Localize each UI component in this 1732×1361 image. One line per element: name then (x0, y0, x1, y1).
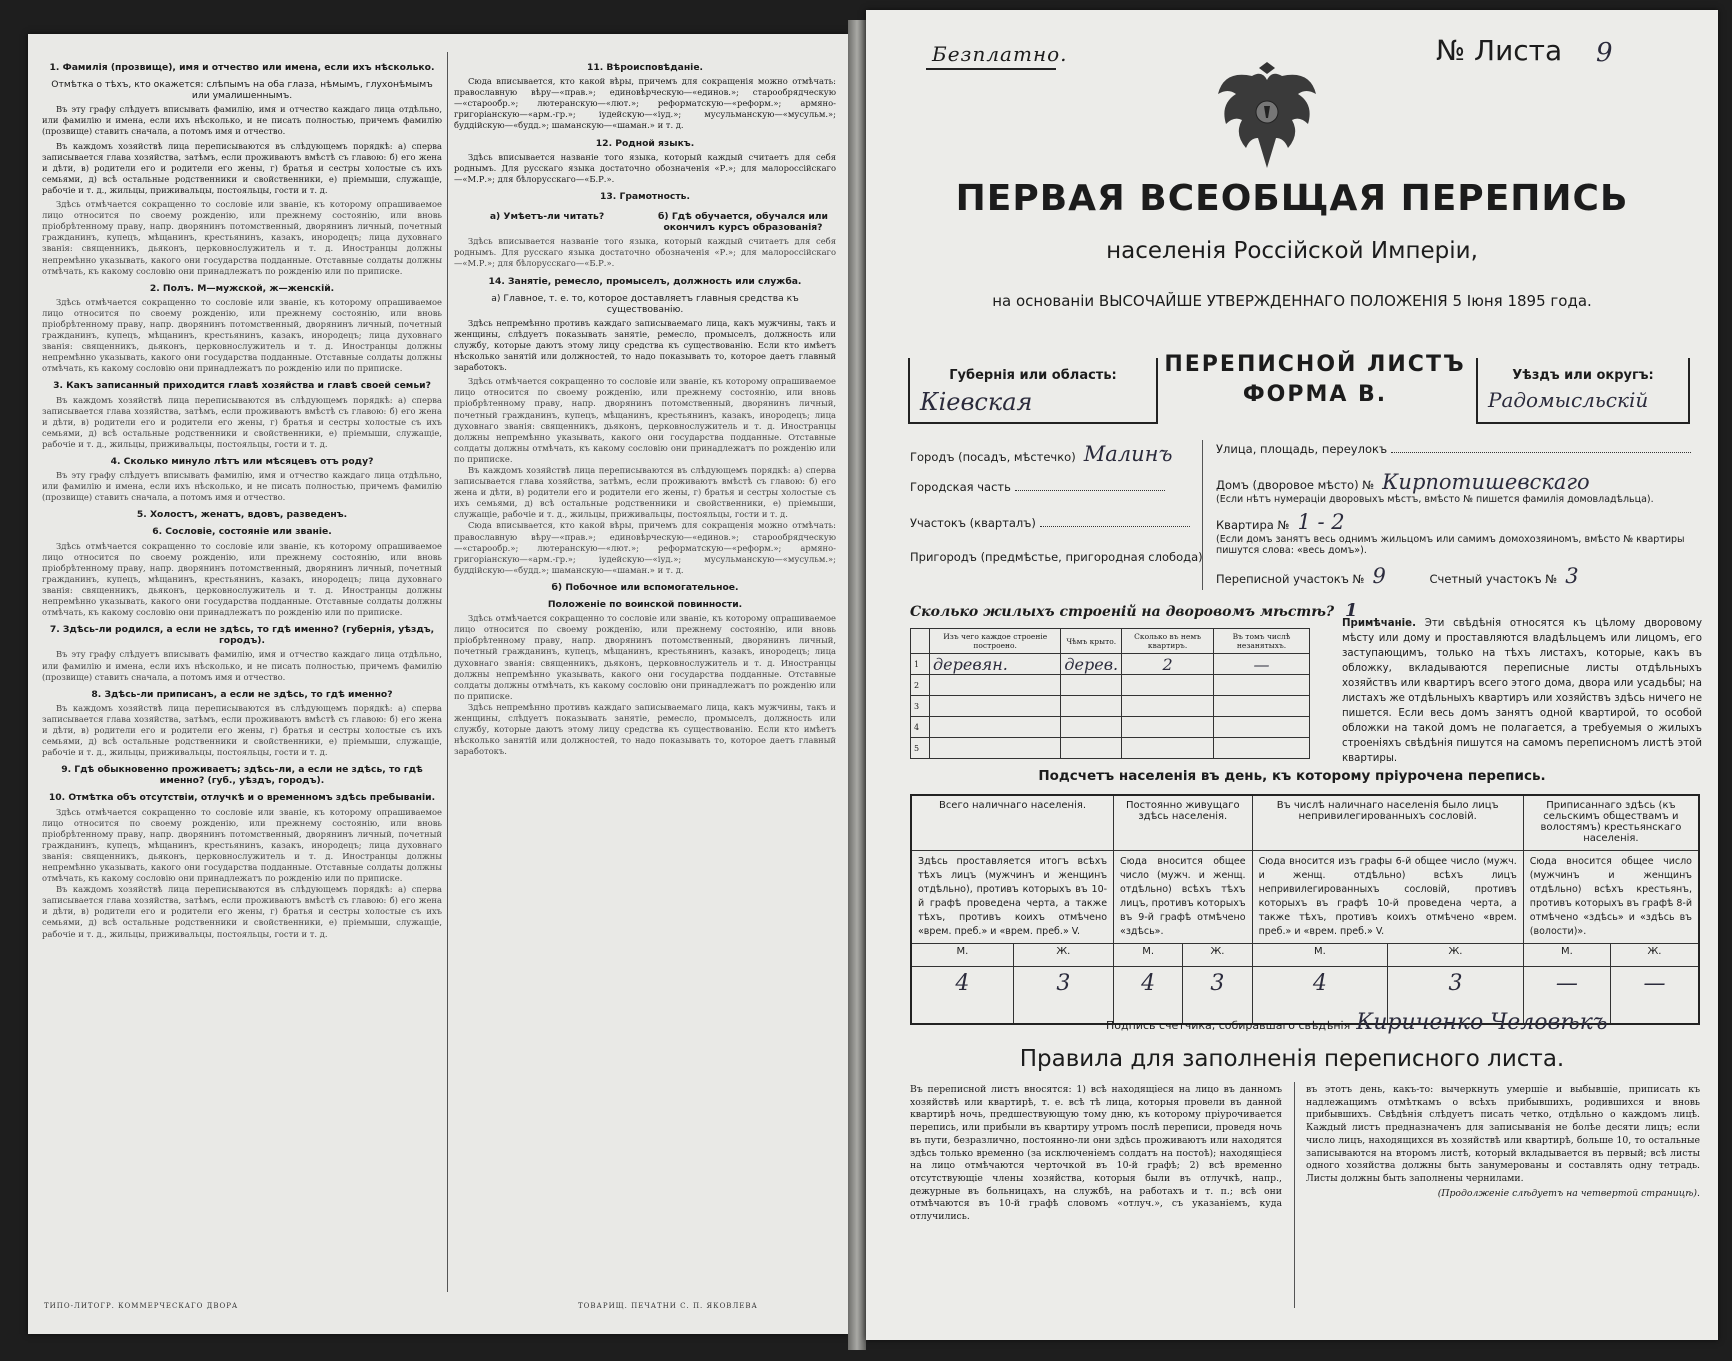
total-female-value: 3 (1013, 967, 1113, 1025)
flat-label: Квартира № (1216, 518, 1290, 532)
enumerator-signature (1106, 1010, 1608, 1035)
section-13b-title: б) Гдѣ обучается, обучался или окончилъ курсъ образованія? (658, 211, 828, 234)
signature-label: Подпись счетчика, собиравшаго свѣдѣнія (1106, 1019, 1351, 1032)
flat-value: 1 - 2 (1297, 510, 1345, 534)
section-9-text: Здѣсь отмѣчается сокращенно то сословіе или званіе, къ которому опрашиваемое лицо относится по своему рожденію, или прежнему состоянію, или вновь пріобрѣтенному праву, напр. дворянинъ потомственный, дворянинъ личный, почетный гражданинъ, купецъ, мѣщанинъ, крестьянинъ, казакъ, инородецъ; лица духовнаго званія: священникъ, дьяконъ, церковнослужитель и т. д. Иностранцы должны непремѣнно указывать, какого они государства подданные. Отставные солдаты должны отмѣчать, къ какому сословію они принадлежатъ по рожденію или по приписке. (42, 806, 442, 884)
table-row (911, 675, 1310, 696)
instructions-column-1 (42, 56, 442, 940)
building-roof (1061, 717, 1122, 738)
section-15-title: б) Побочное или вспомогательное. (551, 581, 739, 593)
nonprivileged-male-value: 4 (1252, 967, 1388, 1025)
section-12-title: 12. Родной языкъ. (595, 137, 695, 149)
table-row (911, 738, 1310, 759)
remark (1342, 616, 1702, 766)
uezd-label: Уѣздъ или округъ: (1512, 368, 1654, 383)
buildings-material-header: Изъ чего каждое строеніе построено. (930, 629, 1061, 654)
house-field (1216, 470, 1590, 494)
street-label: Улица, площадь, переулокъ (1216, 442, 1388, 456)
section-8-text: Въ каждомъ хозяйствѣ лица переписываются въ слѣдующемъ порядкѣ: а) сперва записывается глава хозяйства, затѣмъ, если проживаютъ вмѣстѣ съ главою: б) его жена и дѣти, в) родители его и родители его жены, г) братья и сестры холостые съ ихъ семьями, д) всѣ остальные родственники и свойственники, е) пріемыши, служащіе, рабочіе и т. д., жильцы, приживальцы, постояльцы, гости и т. д. (42, 702, 442, 758)
address-divider (1202, 440, 1203, 590)
female-header: Ж. (1610, 944, 1699, 967)
printer-mark-right: ТОВАРИЩ. ПЕЧАТНИ С. П. ЯКОВЛЕВА (578, 1302, 758, 1310)
remark-text: Эти свѣдѣнія относятся къ цѣлому дворовому мѣсту или дому и проставляются владѣльцемъ или лицомъ, его заступающимъ, только на тѣхъ листахъ, которые, какъ въ обложку, вкладываются переписные листы отдѣльныхъ хозяйствъ или квартиръ всего этого дома, двора или усадьбы; на листахъ же отдѣльныхъ квартиръ или хозяйствъ здѣсь ничего не пишется. Если весь домъ занятъ одной квартирой, то особой обложки на такой домъ не полагается, а требуемыя о жилыхъ строеніяхъ свѣдѣнія пишутся на самомъ переписномъ листѣ этой квартиры. (1342, 618, 1702, 764)
street-blank (1391, 452, 1691, 453)
building-material: деревян. (930, 654, 1061, 675)
section-2-title: 2. Полъ. М—мужской, ж—женскій. (149, 282, 335, 294)
row-number: 3 (911, 696, 930, 717)
guberniya-label: Губернія или область: (949, 368, 1117, 383)
section-3-text: Въ каждомъ хозяйствѣ лица переписываются въ слѣдующемъ порядкѣ: а) сперва записывается глава хозяйства, затѣмъ, если проживаютъ вмѣстѣ съ главою: б) его жена и дѣти, в) родители его и родители его жены, г) братья и сестры холостые съ ихъ семьями, д) всѣ остальные родственники и свойственники, е) пріемыши, служащіе, рабочіе и т. д., жильцы, приживальцы, постояльцы, гости и т. д. (42, 394, 442, 449)
section-10-text: Въ каждомъ хозяйствѣ лица переписываются въ слѣдующемъ порядкѣ: а) сперва записывается глава хозяйства, затѣмъ, если проживаютъ вмѣстѣ съ главою: б) его жена и дѣти, в) родители его и родители его жены, г) братья и сестры холостые съ ихъ семьями, д) всѣ остальные родственники и свойственники, е) пріемыши, служащіе, рабочіе и т. д., жильцы, приживальцы, постояльцы, гости и т. д. (42, 884, 442, 939)
census-subtitle: населенія Россійской Имперіи, (1106, 238, 1478, 264)
section-6-text: Здѣсь отмѣчается сокращенно то сословіе или званіе, къ которому опрашиваемое лицо относится по своему рожденію, или прежнему состоянію, или вновь пріобрѣтенному праву, напр. дворянинъ потомственный, дворянинъ личный, почетный гражданинъ, купецъ, мѣщанинъ, крестьянинъ, казакъ, инородецъ; лица духовнаго званія: священникъ, дьяконъ, церковнослужитель и т. д. Иностранцы должны непремѣнно указывать, какого они государства подданные. Отставные солдаты должны отмѣчать, къ какому сословію они принадлежатъ по рожденію или по приписке. (42, 540, 442, 618)
female-header: Ж. (1388, 944, 1524, 967)
building-material (930, 738, 1061, 759)
rules-column-2-text: въ этотъ день, какъ-то: вычеркнуть умершіе и выбывшіе, приписать къ надлежащимъ отмѣткамъ о всѣхъ прибывшихъ, родившихся и вновь прибывшихъ. Свѣдѣнія слѣдуетъ писать четко, отдѣльно о каждомъ лицѣ. Каждый листъ предназначенъ для записыванія не болѣе десяти лицъ; если число лицъ, находящихся въ хозяйствѣ или квартирѣ, больше 10, то остальные записываются на второмъ листѣ, который вкладывается въ первый; всѣ листы одного хозяйства должны быть занумерованы и составлять одну тетрадь. Листы должны быть заполнены чернилами. (1306, 1084, 1700, 1184)
male-header: М. (1252, 944, 1388, 967)
house-label: Домъ (дворовое мѣсто) № (1216, 478, 1375, 492)
section-9-title: 9. Гдѣ обыкновенно проживаетъ; здѣсь-ли, а если не здѣсь, то гдѣ именно? (губ., уѣздъ, городъ). (61, 764, 423, 787)
section-7-text: Въ эту графу слѣдуетъ вписывать фамилію, имя и отчество каждаго лица отдѣльно, или фамилію и имена, если ихъ нѣсколько, и не писать полностью, причемъ фамилію (прозвище) ставить сначала, а потомъ имя и отчество. (42, 649, 442, 682)
building-flats (1122, 675, 1214, 696)
female-header: Ж. (1183, 944, 1252, 967)
city-value: Малинъ (1083, 442, 1173, 466)
precinct-field (1216, 564, 1579, 588)
section-11-text: Сюда вписывается, кто какой вѣры, причемъ для сокращенія можно отмѣчать: православную вѣру—«прав.»; единовѣрческую—«единов.»; старообрядческую—«старообр.»; лютеранскую—«лют.»; реформатскую—«реформ.»; армяно-григоріанскую—«арм.-гр.»; іудейскую—«іуд.»; мусульманскую—«мусульм.»; буддійскую—«будд.»; шаманскую—«шаман.» и т. д. (454, 76, 836, 131)
census-basis: на основаніи ВЫСОЧАЙШЕ УТВЕРЖДЕННАГО ПОЛОЖЕНІЯ 5 Іюня 1895 года. (992, 292, 1592, 310)
section-12-text: Здѣсь вписывается названіе того языка, который каждый считаетъ для себя роднымъ. Для русскаго языка достаточно обозначенія «Р.»; для малороссійскаго—«М.Р.»; для бѣлорусскаго—«Б.Р.». (454, 151, 836, 184)
buildings-roof-header: Чѣмъ крыто. (1061, 629, 1122, 654)
form-title-main: ПЕРЕПИСНОЙ ЛИСТЪ (1164, 352, 1466, 377)
permanent-male-value: 4 (1114, 967, 1183, 1025)
building-vacant (1214, 717, 1310, 738)
building-vacant (1214, 738, 1310, 759)
building-material (930, 696, 1061, 717)
section-16-text: Здѣсь отмѣчается сокращенно то сословіе или званіе, къ которому опрашиваемое лицо относится по своему рожденію, или прежнему состоянію, или вновь пріобрѣтенному праву, напр. дворянинъ потомственный, дворянинъ личный, почетный гражданинъ, купецъ, мѣщанинъ, крестьянинъ, казакъ, инородецъ; лица духовнаго званія: священникъ, дьяконъ, церковнослужитель и т. д. Иностранцы должны непремѣнно указывать, какого они государства подданные. Отставные солдаты должны отмѣчать, къ какому сословію они принадлежатъ по рожденію или по приписке. (454, 613, 836, 701)
left-page (28, 34, 848, 1334)
section-14-text-4: Сюда вписывается, кто какой вѣры, причемъ для сокращенія можно отмѣчать: православную вѣру—«прав.»; единовѣрческую—«единов.»; старообрядческую—«старообр.»; лютеранскую—«лют.»; реформатскую—«реформ.»; армяно-григоріанскую—«арм.-гр.»; іудейскую—«іуд.»; мусульманскую—«мусульм.»; буддійскую—«будд.»; шаманскую—«шаман.» и т. д. (454, 520, 836, 575)
permanent-female-value: 3 (1183, 967, 1252, 1025)
total-male-value: 4 (911, 967, 1013, 1025)
section-13a-title: а) Умѣетъ-ли читать? (489, 211, 605, 223)
section-4-title: 4. Сколько минуло лѣтъ или мѣсяцевъ отъ роду? (110, 456, 374, 467)
section-14-subtitle: а) Главное, т. е. то, которое доставляетъ главныя средства къ существованію. (491, 292, 799, 315)
section-14-title: 14. Занятіе, ремесло, промыселъ, должность или служба. (488, 275, 802, 287)
form-title-sub: ФОРМА В. (1242, 382, 1388, 407)
section-13-title: 13. Грамотность. (600, 190, 690, 202)
uezd-box (1476, 358, 1690, 424)
buildings-number-header (911, 629, 930, 654)
section-6-title: 6. Сословіе, состояніе или званіе. (152, 526, 332, 538)
rules-column-1: Въ переписной листъ вносятся: 1) всѣ находящіеся на лицо въ данномъ хозяйствѣ или квартирѣ, т. е. всѣ тѣ лица, которыя провели въ данной квартирѣ ночь, предшествующую тому дню, къ которому пріурочивается перепись, или прибыли въ квартиру утромъ послѣ переписи, проведя ночь въ пути, безразлично, постоянно-ли они здѣсь проживаютъ или находятся здѣсь только временно (за исключеніемъ солдатъ на постоѣ); находящіеся на лицо отмѣчаются черточкой въ 10-й графѣ; 2) всѣ временно отсутствующіе члены хозяйства, которыя были въ отлучкѣ, напр., дежурные въ больницахъ, на службѣ, на работахъ и т. п.; всѣ они отмѣчаются въ 10-й графѣ словомъ «отлуч.», съ указаніемъ, куда отлучились. (910, 1084, 1282, 1223)
section-14-text: Здѣсь непремѣнно противъ каждаго записываемаго лица, какъ мужчины, такъ и женщины, слѣдуетъ показывать занятіе, ремесло, промыселъ, должность или службу, которые даютъ этому лицу средства къ существованію. Если кто имѣетъ нѣсколько занятій или должностей, то надо показывать то, которое даетъ главный заработокъ. (454, 317, 836, 373)
flat-note: (Если домъ занятъ весь однимъ жильцомъ или самимъ домохозяиномъ, вмѣсто № квартиры пишутся слова: «весь домъ»). (1216, 534, 1685, 556)
suburb-label: Пригородъ (предмѣстье, пригородная слобода) (910, 550, 1203, 564)
city-label: Городъ (посадъ, мѣстечко) (910, 450, 1076, 464)
building-flats (1122, 717, 1214, 738)
district-field (910, 516, 1190, 530)
census-sheet (866, 10, 1718, 1340)
section-2-text: Здѣсь отмѣчается сокращенно то сословіе или званіе, къ которому опрашиваемое лицо относится по своему рожденію, или прежнему состоянію, или вновь пріобрѣтенному праву, напр. дворянинъ потомственный, дворянинъ личный, почетный гражданинъ, купецъ, мѣщанинъ, крестьянинъ, казакъ, инородецъ; лица духовнаго званія: священникъ, дьяконъ, церковнослужитель и т. д. Иностранцы должны непремѣнно указывать, какого они государства подданные. Отставные солдаты должны отмѣчать, къ какому сословію они принадлежатъ по рожденію или по приписке. (42, 296, 442, 374)
row-number: 2 (911, 675, 930, 696)
double-headed-eagle-icon (1212, 54, 1322, 174)
building-material (930, 717, 1061, 738)
building-vacant (1214, 696, 1310, 717)
suburb-field (910, 550, 1203, 564)
pop-desc-peasants: Сюда вносится общее число (мужчинъ и женщинъ отдѣльно) всѣхъ крестьянъ, противъ которыхъ въ графѣ 8-й отмѣчено «здѣсь» и «здѣсь въ (волости)». (1523, 851, 1699, 944)
section-1-text-2: Въ каждомъ хозяйствѣ лица переписываются въ слѣдующемъ порядкѣ: а) сперва записывается глава хозяйства, затѣмъ, если проживаютъ вмѣстѣ съ главою: б) его жена и дѣти, в) родители его и родители его жены, г) братья и сестры холостые съ ихъ семьями, д) всѣ остальные родственники и свойственники, е) пріемыши, служащіе, рабочіе и т. д., жильцы, приживальцы, постояльцы, гости и т. д. (42, 140, 442, 195)
row-number: 5 (911, 738, 930, 759)
section-8-title: 8. Здѣсь-ли приписанъ, а если не здѣсь, то гдѣ именно? (91, 688, 393, 700)
district-label: Участокъ (кварталъ) (910, 516, 1036, 530)
flat-field (1216, 510, 1345, 534)
section-3-title: 3. Какъ записанный приходится главѣ хозяйства и главѣ своей семьи? (53, 380, 431, 392)
census-title: ПЕРВАЯ ВСЕОБЩАЯ ПЕРЕПИСЬ (955, 178, 1629, 219)
buildings-table (910, 628, 1310, 759)
row-number: 1 (911, 654, 930, 675)
building-roof: дерев. (1061, 654, 1122, 675)
male-header: М. (911, 944, 1013, 967)
city-part-label: Городская часть (910, 480, 1011, 494)
pop-header-peasants: Приписаннаго здѣсь (къ сельскимъ обществамъ и волостямъ) крестьянскаго населенія. (1523, 795, 1699, 851)
book-fold (848, 20, 866, 1350)
count-value: 3 (1565, 564, 1579, 588)
male-header: М. (1523, 944, 1610, 967)
free-label: Безплатно. (932, 42, 1068, 66)
precinct-label: Переписной участокъ № (1216, 572, 1365, 586)
female-header: Ж. (1013, 944, 1113, 967)
guberniya-value: Кіевская (920, 388, 1033, 416)
row-number: 4 (911, 717, 930, 738)
buildings-table-header (911, 629, 1310, 654)
table-row (911, 717, 1310, 738)
free-underline (926, 68, 1056, 70)
house-note: (Если нѣтъ нумераціи дворовыхъ мѣстъ, вмѣсто № пишется фамилія домовладѣльца). (1216, 494, 1654, 505)
section-7-title: 7. Здѣсь-ли родился, а если не здѣсь, то гдѣ именно? (губернія, уѣздъ, городъ). (49, 624, 435, 647)
peasant-male-value: — (1523, 967, 1610, 1025)
printer-mark-left: ТИПО-ЛИТОГР. КОММЕРЧЕСКАГО ДВОРА (44, 1302, 239, 1310)
section-16-title: Положеніе по воинской повинности. (547, 599, 743, 611)
section-13-subtitles (454, 205, 836, 236)
section-14-text-2: Здѣсь отмѣчается сокращенно то сословіе или званіе, къ которому опрашиваемое лицо относится по своему рожденію, или прежнему состоянію, или вновь пріобрѣтенному праву, напр. дворянинъ потомственный, дворянинъ личный, почетный гражданинъ, купецъ, мѣщанинъ, крестьянинъ, казакъ, инородецъ; лица духовнаго званія: священникъ, дьяконъ, церковнослужитель и т. д. Иностранцы должны непремѣнно указывать, какого они государства подданные. Отставные солдаты должны отмѣчать, къ какому сословію они принадлежатъ по рожденію или по приписке. (454, 376, 836, 464)
section-5-title: 5. Холостъ, женатъ, вдовъ, разведенъ. (136, 509, 348, 521)
column-divider (447, 52, 448, 1292)
city-part-field (910, 480, 1165, 494)
district-blank (1040, 526, 1190, 527)
rules-divider (1294, 1082, 1295, 1308)
sheet-number-label: № Листа (1436, 34, 1563, 67)
table-row (911, 654, 1310, 675)
form-title (1156, 350, 1474, 410)
building-flats (1122, 738, 1214, 759)
precinct-value: 9 (1372, 564, 1386, 588)
rules-continued: (Продолженіе слѣдуетъ на четвертой страницѣ). (1437, 1187, 1700, 1199)
population-table (910, 794, 1700, 1025)
guberniya-box (908, 358, 1158, 424)
remark-label: Примѣчаніе. (1342, 618, 1416, 629)
building-vacant (1214, 675, 1310, 696)
section-1-title: 1. Фамилія (прозвище), имя и отчество или имена, если ихъ нѣсколько. (49, 62, 435, 73)
rules-column-2 (1306, 1084, 1700, 1200)
buildings-question (910, 600, 1358, 621)
male-header: М. (1114, 944, 1183, 967)
building-flats: 2 (1122, 654, 1214, 675)
section-11-title: 11. Вѣроисповѣданіе. (586, 62, 704, 73)
building-vacant: — (1214, 654, 1310, 675)
building-roof (1061, 696, 1122, 717)
section-10-title: 10. Отмѣтка объ отсутствіи, отлучкѣ и о временномъ здѣсь пребываніи. (48, 792, 436, 804)
section-1-text-3: Здѣсь отмѣчается сокращенно то сословіе или званіе, къ которому опрашиваемое лицо относится по своему рожденію, или прежнему состоянію, или вновь пріобрѣтенному праву, напр. дворянинъ потомственный, дворянинъ личный, почетный гражданинъ, купецъ, мѣщанинъ, крестьянинъ, казакъ, инородецъ; лица духовнаго званія: священникъ, дьяконъ, церковнослужитель и т. д. Иностранцы должны непремѣнно указывать, какого они государства подданные. Отставные солдаты должны отмѣчать, къ какому сословію они принадлежатъ по рожденію или по приписке. (42, 199, 442, 276)
uezd-value: Радомысльскій (1488, 388, 1649, 412)
city-part-blank (1015, 490, 1165, 491)
instructions-column-2 (454, 56, 836, 757)
pop-desc-total: Здѣсь проставляется итогъ всѣхъ тѣхъ лицъ (мужчинъ и женщинъ отдѣльно), противъ которыхъ въ 10-й графѣ проведена черта, а также тѣхъ, противъ коихъ отмѣчено «врем. преб.» и «врем. преб.» V. (911, 851, 1114, 944)
pop-desc-nonprivileged: Сюда вносится изъ графы 6-й общее число (мужч. и женщ. отдѣльно) всѣхъ лицъ непривилегированныхъ сословій, противъ которыхъ въ графѣ 10-й проведена черта, а также тѣхъ, противъ коихъ отмѣчено «врем. преб.» и «врем. преб.» V. (1252, 851, 1523, 944)
pop-desc-permanent: Сюда вносится общее число (мужч. и женщ. отдѣльно) всѣхъ тѣхъ лицъ, противъ которыхъ въ 9-й графѣ отмѣчено «здѣсь». (1114, 851, 1253, 944)
population-caption: Подсчетъ населенія въ день, къ которому пріурочена перепись. (1038, 768, 1546, 784)
sheet-number-value: 9 (1596, 38, 1613, 68)
city-field (910, 442, 1172, 466)
building-material (930, 675, 1061, 696)
pop-header-total: Всего наличнаго населенія. (911, 795, 1114, 851)
section-13-text: Здѣсь вписывается названіе того языка, который каждый считаетъ для себя роднымъ. Для русскаго языка достаточно обозначенія «Р.»; для малороссійскаго—«М.Р.»; для бѣлорусскаго—«Б.Р.». (454, 236, 836, 269)
peasant-female-value: — (1610, 967, 1699, 1025)
buildings-answer: 1 (1344, 600, 1358, 621)
buildings-flats-header: Сколько въ немъ квартиръ. (1122, 629, 1214, 654)
section-4-text: Въ эту графу слѣдуетъ вписывать фамилію, имя и отчество каждаго лица отдѣльно, или фамилію и имена, если ихъ нѣсколько, и не писать полностью, причемъ фамилію (прозвище) ставить сначала, а потомъ имя и отчество. (42, 470, 442, 503)
house-value: Кирпотишевскаго (1382, 470, 1590, 494)
section-16-text-2: Здѣсь непремѣнно противъ каждаго записываемаго лица, какъ мужчины, такъ и женщины, слѣдуетъ показывать занятіе, ремесло, промыселъ, должность или службу, которые даютъ этому лицу средства къ существованію. Если кто имѣетъ нѣсколько занятій или должностей, то надо показывать то, которое даетъ главный заработокъ. (454, 701, 836, 757)
section-14-text-3: Въ каждомъ хозяйствѣ лица переписываются въ слѣдующемъ порядкѣ: а) сперва записывается глава хозяйства, затѣмъ, если проживаютъ вмѣстѣ съ главою: б) его жена и дѣти, в) родители его и родители его жены, г) братья и сестры холостые съ ихъ семьями, д) всѣ остальные родственники и свойственники, е) пріемыши, служащіе, рабочіе и т. д., жильцы, приживальцы, постояльцы, гости и т. д. (454, 465, 836, 520)
buildings-question-label: Сколько жилыхъ строеній на дворовомъ мѣстѣ? (910, 604, 1335, 620)
population-sex-row (911, 944, 1699, 967)
nonprivileged-female-value: 3 (1388, 967, 1524, 1025)
street-field (1216, 442, 1691, 456)
pop-header-permanent: Постоянно живущаго здѣсь населенія. (1114, 795, 1253, 851)
population-description-row (911, 851, 1699, 944)
population-header-row (911, 795, 1699, 851)
table-row (911, 696, 1310, 717)
building-flats (1122, 696, 1214, 717)
building-roof (1061, 675, 1122, 696)
signature-value: Кириченко Человѣкъ (1356, 1010, 1608, 1035)
count-label: Счетный участокъ № (1429, 572, 1558, 586)
pop-header-nonprivileged: Въ числѣ наличнаго населенія было лицъ непривилегированныхъ сословій. (1252, 795, 1523, 851)
rules-title: Правила для заполненія переписного листа. (1019, 1046, 1565, 1072)
buildings-vacant-header: Въ томъ числѣ незанятыхъ. (1214, 629, 1310, 654)
section-1-text: Въ эту графу слѣдуетъ вписывать фамилію, имя и отчество каждаго лица отдѣльно, или фамилію и имена, если ихъ нѣсколько, и не писать полностью, причемъ фамилію (прозвище) ставить сначала, а потомъ имя и отчество. (42, 104, 442, 137)
building-roof (1061, 738, 1122, 759)
section-1-note: Отмѣтка о тѣхъ, кто окажется: слѣпымъ на оба глаза, нѣмымъ, глухонѣмымъ или умалишеннымъ. (51, 79, 433, 102)
